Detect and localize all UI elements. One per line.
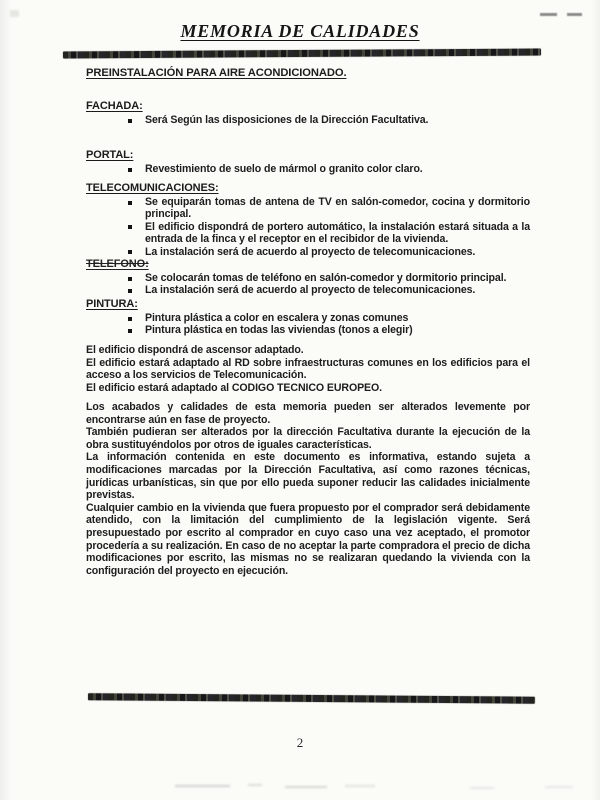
bullet-icon — [128, 277, 132, 281]
list-item — [128, 196, 530, 221]
bullet-text: Se colocarán tomas de teléfono en salón-comedor y dormitorio principal. — [145, 272, 507, 284]
page-number: 2 — [296, 735, 304, 750]
paragraph: Cualquier cambio en la vivienda que fuera propuesto por el comprador será debidamente atendido, con la limitación del cumplimiento de la legislación vigente. Será presupuestado por escrito al comprador en cuyo caso una vez aceptado, el promotor procedería a su realización. En caso de no aceptar la parte compradora el precio de dicha modificaciones por escrito, las mismas no se realizaran quedando la vivienda con la configuración del proyecto en ejecución. — [86, 501, 530, 577]
bullet-text: Será Según las disposiciones de la Dirección Facultativa. — [145, 114, 429, 126]
section-portal — [86, 145, 530, 175]
section-heading: PORTAL: — [86, 149, 134, 161]
scan-smudge — [285, 786, 327, 788]
list-item — [128, 221, 530, 246]
section-fachada — [86, 96, 530, 126]
scan-smudge — [345, 785, 375, 787]
paragraph: Los acabados y calidades de esta memoria pueden ser alterados levemente por encontrarse aún en fase de proyecto. — [86, 401, 530, 426]
scan-smudge — [470, 787, 494, 789]
bullet-text: Pintura plástica en todas las viviendas (tonos a elegir) — [145, 324, 413, 337]
divider-bar-bottom — [88, 693, 535, 704]
page-title: MEMORIA DE CALIDADES — [180, 21, 420, 41]
fax-stamp-mark — [567, 13, 582, 16]
bullet-icon — [128, 168, 132, 172]
section-telefono — [86, 254, 530, 297]
main-heading — [86, 67, 346, 79]
section-heading: TELECOMUNICACIONES: — [86, 182, 219, 194]
main-heading-text: PREINSTALACIÓN PARA AIRE ACONDICIONADO. — [86, 67, 347, 79]
note-line: El edificio estará adaptado al CODIGO TECNICO EUROPEO. — [86, 382, 382, 395]
section-telecomunicaciones — [86, 178, 530, 258]
scan-smudge — [10, 10, 19, 17]
paragraph: La información contenida en este documento es informativa, estando sujeta a modificaciones marcadas por la Dirección Facultativa, así como razones técnicas, jurídicas urbanísticas, sin que por ello pueda suponer reducir las calidades inicialmente previstas. — [86, 451, 530, 502]
legal-paragraphs — [86, 401, 530, 577]
bullet-text: El edificio dispondrá de portero automático, la instalación estará situada a la entrada de la finca y el receptor en el recibidor de la vivienda. — [145, 220, 530, 246]
list-item — [128, 272, 530, 284]
scan-smudge — [175, 785, 230, 787]
divider-bar-top — [63, 49, 541, 59]
bullet-icon — [128, 317, 132, 321]
list-item — [128, 163, 530, 175]
list-item — [128, 324, 530, 336]
building-notes — [86, 344, 530, 395]
note-line: El edificio estará adaptado al RD sobre infraestructuras comunes en los edificios para el acceso a los servicios de Telecomunicación. — [86, 356, 530, 382]
list-item — [128, 312, 530, 324]
paragraph: También pudieran ser alterados por la dirección Facultativa durante la ejecución de la obra sustituyéndolos por otros de iguales características. — [86, 426, 530, 451]
list-item — [128, 114, 530, 126]
scan-smudge — [248, 784, 262, 786]
note-line: El edificio dispondrá de ascensor adaptado. — [86, 344, 304, 356]
bullet-icon — [128, 225, 132, 229]
bullet-text: La instalación será de acuerdo al proyecto de telecomunicaciones. — [145, 245, 476, 258]
bullet-text: La instalación será de acuerdo al proyecto de telecomunicaciones. — [145, 284, 476, 297]
scan-smudge — [545, 786, 573, 788]
bullet-icon — [128, 289, 132, 293]
bullet-icon — [128, 201, 132, 205]
section-heading: FACHADA: — [86, 100, 143, 112]
bullet-list — [86, 312, 530, 337]
bullet-text: Se equiparán tomas de antena de TV en salón-comedor, cocina y dormitorio principal. — [145, 196, 530, 221]
fax-stamp-mark — [540, 13, 557, 16]
bullet-text: Pintura plástica a color en escalera y zonas comunes — [145, 312, 409, 324]
section-pintura — [86, 294, 530, 337]
bullet-list — [86, 196, 530, 258]
bullet-list — [86, 163, 530, 175]
bullet-icon — [128, 119, 132, 123]
bullet-icon — [128, 329, 132, 333]
bullet-text: Revestimiento de suelo de mármol o granito color claro. — [145, 163, 423, 175]
section-heading-struck: TELEFONO: — [86, 258, 149, 270]
bullet-list — [86, 114, 530, 126]
fax-stamp-marks — [540, 13, 582, 16]
section-heading: PINTURA: — [86, 298, 138, 310]
